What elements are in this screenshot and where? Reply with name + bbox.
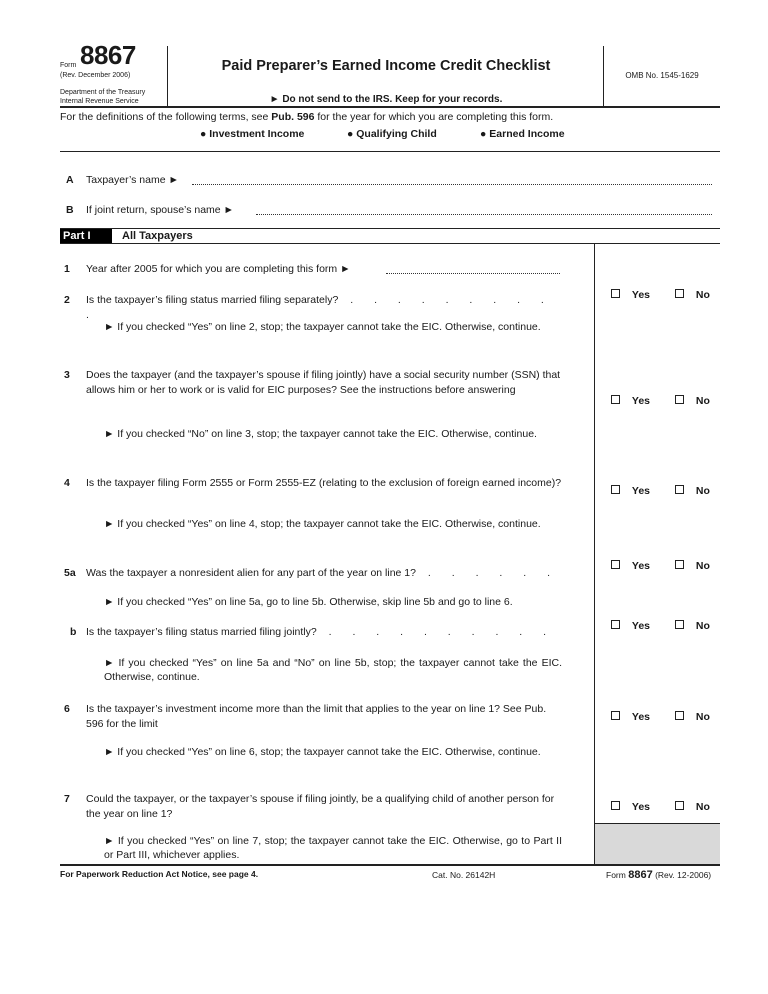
line-5b-number: b [70, 626, 77, 638]
line-6-no-checkbox[interactable] [675, 711, 684, 720]
omb-number: OMB No. 1545-1629 [625, 71, 699, 80]
line-7-text: Could the taxpayer, or the taxpayer’s spouse if filing jointly, be a qualifying child of another person for the year on line 1? [86, 793, 555, 820]
taxpayer-name-label: Taxpayer’s name ► [86, 174, 179, 186]
line-6-note: ► If you checked “Yes” on line 6, stop; the taxpayer cannot take the EIC. Otherwise, continue. [104, 746, 541, 758]
line-7-note: ► If you checked “Yes” on line 7, stop; the taxpayer cannot take the EIC. Otherwise, go to Part II or Part III, whichever applies. [104, 835, 562, 861]
line-7-no-checkbox[interactable] [675, 801, 684, 810]
line-2-answers [611, 289, 710, 301]
line-5a-note: ► If you checked “Yes” on line 5a, go to line 5b. Otherwise, skip line 5b and go to line 6. [104, 596, 513, 608]
answer-column-divider [594, 243, 595, 864]
line-5b-yes-checkbox[interactable] [611, 620, 620, 629]
line-3-text: Does the taxpayer (and the taxpayer’s spouse if filing jointly) have a social security number (SSN) that allows him or her to work or is valid for EIC purposes? See the instructions before answering [86, 369, 561, 396]
line-7-number: 7 [64, 793, 70, 805]
line-2-no-checkbox[interactable] [675, 289, 684, 298]
line-5a-text: Was the taxpayer a nonresident alien for any part of the year on line 1? [86, 567, 416, 579]
line-1-text: Year after 2005 for which you are completing this form ► [86, 263, 351, 275]
form-label: Form [60, 62, 77, 69]
definitions-line [60, 111, 720, 123]
field-a-letter: A [66, 174, 74, 186]
line-3-note: ► If you checked “No” on line 3, stop; the taxpayer cannot take the EIC. Otherwise, continue. [104, 428, 537, 440]
definitions-text-end: for the year for which you are completing this form. [314, 111, 554, 123]
line-3-yes-checkbox[interactable] [611, 395, 620, 404]
no-label: No [695, 289, 710, 301]
form-title: Paid Preparer’s Earned Income Credit Checklist [221, 58, 551, 74]
line-5a-question [86, 566, 562, 581]
line-5b-question [86, 625, 562, 640]
yes-label: Yes [631, 711, 651, 723]
line-4-no-checkbox[interactable] [675, 485, 684, 494]
yes-label: Yes [631, 289, 651, 301]
line-5a-answers [611, 560, 710, 572]
line-7-yes-checkbox[interactable] [611, 801, 620, 810]
line-3-number: 3 [64, 369, 70, 381]
yes-label: Yes [631, 485, 651, 497]
spouse-name-label: If joint return, spouse’s name ► [86, 204, 234, 216]
catalog-number: Cat. No. 26142H [432, 870, 496, 880]
paperwork-notice: For Paperwork Reduction Act Notice, see page 4. [60, 869, 259, 879]
shaded-box-top-rule [594, 823, 720, 824]
part1-title: All Taxpayers [122, 230, 193, 242]
line-3-no-checkbox[interactable] [675, 395, 684, 404]
line-2-text: Is the taxpayer’s filing status married filing separately? [86, 294, 339, 306]
line-7-answers [611, 801, 710, 813]
department-name: Department of the Treasury [60, 89, 146, 96]
line-5a-number: 5a [64, 567, 76, 579]
yes-label: Yes [631, 801, 651, 813]
line-2-number: 2 [64, 294, 70, 306]
spouse-name-field[interactable] [256, 214, 712, 215]
line-4-note: ► If you checked “Yes” on line 4, stop; the taxpayer cannot take the EIC. Otherwise, continue. [104, 518, 541, 530]
no-label: No [695, 711, 710, 723]
line-4-yes-checkbox[interactable] [611, 485, 620, 494]
header-rule [60, 106, 720, 108]
part1-bottom-rule [60, 243, 720, 244]
field-b-letter: B [66, 204, 74, 216]
definitions-text: For the definitions of the following terms, see [60, 111, 272, 123]
line-5b-note: ► If you checked “Yes” on line 5a and “No” on line 5b, stop; the taxpayer cannot take the EIC. Otherwise, continue. [104, 657, 562, 683]
line-5b-no-checkbox[interactable] [675, 620, 684, 629]
term-earned-income: ● Earned Income [480, 128, 565, 140]
line-4-number: 4 [64, 477, 70, 489]
line-5a-no-checkbox[interactable] [675, 560, 684, 569]
line-1-year-field[interactable] [386, 273, 560, 274]
yes-label: Yes [631, 620, 651, 632]
form-revision: (Rev. December 2006) [60, 72, 131, 79]
footer-revision: (Rev. 12-2006) [655, 870, 712, 880]
shaded-box [595, 823, 720, 864]
agency-name: Internal Revenue Service [60, 98, 139, 105]
line-5a-yes-checkbox[interactable] [611, 560, 620, 569]
leader-dots: . . . . . . . . . . [86, 294, 553, 321]
line-3-answers [611, 395, 710, 407]
line-6-answers [611, 711, 710, 723]
taxpayer-name-field[interactable] [192, 184, 712, 185]
line-2-question [86, 293, 556, 323]
footer-form-word: Form [606, 870, 626, 880]
no-label: No [695, 395, 710, 407]
do-not-send-notice: ► Do not send to the IRS. Keep for your records. [269, 94, 503, 105]
pub-596-ref: Pub. 596 [271, 111, 315, 123]
line-6-yes-checkbox[interactable] [611, 711, 620, 720]
part1-top-rule [60, 228, 720, 229]
line-6-text: Is the taxpayer’s investment income more than the limit that applies to the year on line 1? See Pub. 596 for the limit [86, 703, 547, 730]
line-4-text: Is the taxpayer filing Form 2555 or Form 2555-EZ (relating to the exclusion of foreign earned income)? [86, 477, 562, 489]
line-5b-answers [611, 620, 710, 632]
term-investment-income: ● Investment Income [200, 128, 305, 140]
department-block [60, 88, 170, 106]
line-6-number: 6 [64, 703, 70, 715]
no-label: No [695, 560, 710, 572]
footer-rule [60, 864, 720, 866]
no-label: No [695, 485, 710, 497]
footer-form-id [606, 869, 711, 881]
part1-label: Part I [60, 229, 112, 243]
leader-dots: . . . . . . [415, 567, 559, 579]
footer-form-number: 8867 [628, 869, 653, 881]
line-2-note: ► If you checked “Yes” on line 2, stop; the taxpayer cannot take the EIC. Otherwise, continue. [104, 321, 541, 333]
term-qualifying-child: ● Qualifying Child [347, 128, 437, 140]
form-number: 8867 [80, 40, 136, 70]
yes-label: Yes [631, 560, 651, 572]
leader-dots: . . . . . . . . . . [316, 626, 556, 638]
line-4-answers [611, 485, 710, 497]
line-1-number: 1 [64, 263, 70, 275]
definitions-rule [60, 151, 720, 152]
no-label: No [695, 620, 710, 632]
no-label: No [695, 801, 710, 813]
yes-label: Yes [631, 395, 651, 407]
line-2-yes-checkbox[interactable] [611, 289, 620, 298]
line-5b-text: Is the taxpayer’s filing status married filing jointly? [86, 626, 317, 638]
